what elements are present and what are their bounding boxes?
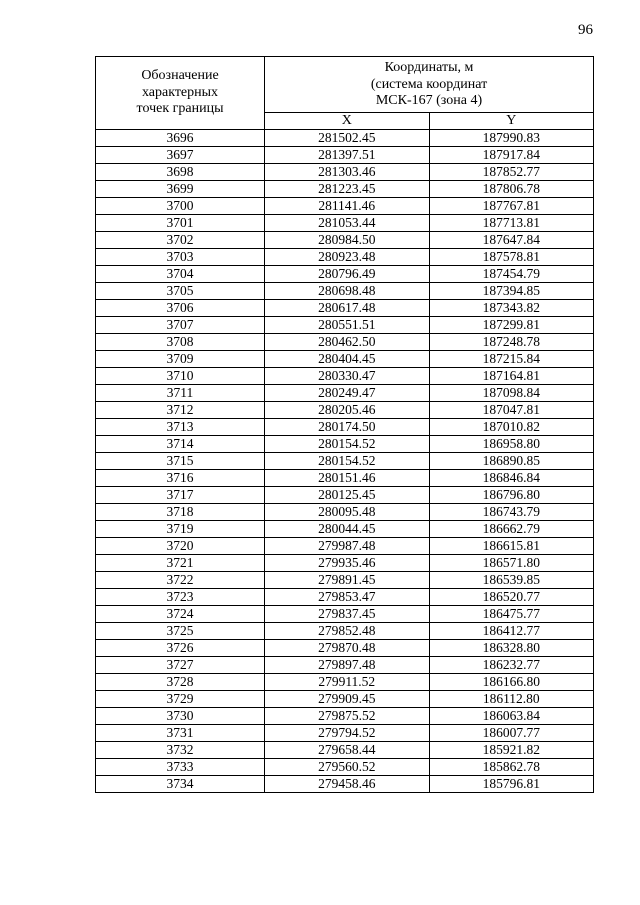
- table-row: [96, 317, 594, 334]
- coords-title-line-2: (система координат: [370, 76, 488, 92]
- y-coordinate-cell: 186662.79: [429, 521, 594, 538]
- table-row: [96, 436, 594, 453]
- x-coordinate-cell: 280462.50: [265, 334, 430, 351]
- point-cell: 3699: [96, 181, 265, 198]
- x-coordinate-cell: 280174.50: [265, 419, 430, 436]
- point-cell: 3708: [96, 334, 265, 351]
- point-cell: 3733: [96, 759, 265, 776]
- point-cell: 3714: [96, 436, 265, 453]
- table-row: [96, 419, 594, 436]
- y-coordinate-cell: 186796.80: [429, 487, 594, 504]
- y-axis-header: Y: [429, 113, 594, 130]
- table-row: [96, 725, 594, 742]
- point-label-line-2: характерных: [141, 84, 219, 100]
- table-row: [96, 147, 594, 164]
- y-coordinate-cell: 186328.80: [429, 640, 594, 657]
- y-coordinate-cell: 185796.81: [429, 776, 594, 793]
- y-coordinate-cell: 187454.79: [429, 266, 594, 283]
- y-coordinate-cell: 187394.85: [429, 283, 594, 300]
- table-row: [96, 572, 594, 589]
- x-axis-header: X: [265, 113, 430, 130]
- point-cell: 3718: [96, 504, 265, 521]
- point-cell: 3727: [96, 657, 265, 674]
- table-row: [96, 674, 594, 691]
- y-coordinate-cell: 186615.81: [429, 538, 594, 555]
- x-coordinate-cell: 281223.45: [265, 181, 430, 198]
- table-row: [96, 708, 594, 725]
- table-row: [96, 691, 594, 708]
- table-row: [96, 470, 594, 487]
- y-coordinate-cell: 187713.81: [429, 215, 594, 232]
- point-cell: 3730: [96, 708, 265, 725]
- point-cell: 3707: [96, 317, 265, 334]
- point-cell: 3701: [96, 215, 265, 232]
- y-coordinate-cell: 186520.77: [429, 589, 594, 606]
- y-coordinate-cell: 186007.77: [429, 725, 594, 742]
- point-cell: 3703: [96, 249, 265, 266]
- table-row: [96, 130, 594, 147]
- x-coordinate-cell: 279560.52: [265, 759, 430, 776]
- y-coordinate-cell: 186743.79: [429, 504, 594, 521]
- table-row: [96, 589, 594, 606]
- y-coordinate-cell: 186112.80: [429, 691, 594, 708]
- table-row: [96, 385, 594, 402]
- table-header: [96, 57, 594, 130]
- x-coordinate-cell: 280205.46: [265, 402, 430, 419]
- x-coordinate-cell: 280154.52: [265, 453, 430, 470]
- y-coordinate-cell: 187343.82: [429, 300, 594, 317]
- point-cell: 3702: [96, 232, 265, 249]
- point-cell: 3725: [96, 623, 265, 640]
- table-row: [96, 504, 594, 521]
- point-cell: 3715: [96, 453, 265, 470]
- table-row: [96, 453, 594, 470]
- x-coordinate-cell: 280617.48: [265, 300, 430, 317]
- table-row: [96, 640, 594, 657]
- y-coordinate-cell: 187010.82: [429, 419, 594, 436]
- page-number: 96: [578, 22, 593, 38]
- x-coordinate-cell: 280404.45: [265, 351, 430, 368]
- point-cell: 3706: [96, 300, 265, 317]
- y-coordinate-cell: 186958.80: [429, 436, 594, 453]
- point-cell: 3722: [96, 572, 265, 589]
- table-row: [96, 266, 594, 283]
- x-coordinate-cell: 279870.48: [265, 640, 430, 657]
- x-coordinate-cell: 280551.51: [265, 317, 430, 334]
- x-coordinate-cell: 280095.48: [265, 504, 430, 521]
- point-label-header: [96, 57, 265, 130]
- y-coordinate-cell: 186475.77: [429, 606, 594, 623]
- point-cell: 3710: [96, 368, 265, 385]
- x-coordinate-cell: 279853.47: [265, 589, 430, 606]
- x-coordinate-cell: 281141.46: [265, 198, 430, 215]
- point-cell: 3720: [96, 538, 265, 555]
- table-row: [96, 606, 594, 623]
- point-cell: 3719: [96, 521, 265, 538]
- x-coordinate-cell: 280796.49: [265, 266, 430, 283]
- x-coordinate-cell: 281303.46: [265, 164, 430, 181]
- x-coordinate-cell: 279897.48: [265, 657, 430, 674]
- x-coordinate-cell: 280151.46: [265, 470, 430, 487]
- x-coordinate-cell: 281053.44: [265, 215, 430, 232]
- table-row: [96, 487, 594, 504]
- point-cell: 3721: [96, 555, 265, 572]
- table-row: [96, 657, 594, 674]
- y-coordinate-cell: 187215.84: [429, 351, 594, 368]
- coords-title-line-1: Координаты, м: [384, 60, 474, 76]
- header-row-title: [96, 57, 594, 113]
- point-label-line-3: точек границы: [136, 101, 224, 117]
- y-coordinate-cell: 187990.83: [429, 130, 594, 147]
- y-coordinate-cell: 187248.78: [429, 334, 594, 351]
- y-coordinate-cell: 187767.81: [429, 198, 594, 215]
- point-cell: 3698: [96, 164, 265, 181]
- table-row: [96, 215, 594, 232]
- y-coordinate-cell: 185862.78: [429, 759, 594, 776]
- x-coordinate-cell: 280249.47: [265, 385, 430, 402]
- table-row: [96, 164, 594, 181]
- x-coordinate-cell: 280044.45: [265, 521, 430, 538]
- point-cell: 3732: [96, 742, 265, 759]
- coords-title-header: [265, 57, 594, 113]
- x-coordinate-cell: 279891.45: [265, 572, 430, 589]
- table-row: [96, 249, 594, 266]
- y-coordinate-cell: 187647.84: [429, 232, 594, 249]
- x-coordinate-cell: 279794.52: [265, 725, 430, 742]
- table-row: [96, 181, 594, 198]
- y-coordinate-cell: 186846.84: [429, 470, 594, 487]
- coords-title-line-3: МСК-167 (зона 4): [375, 93, 483, 109]
- x-coordinate-cell: 281502.45: [265, 130, 430, 147]
- point-cell: 3713: [96, 419, 265, 436]
- x-coordinate-cell: 279909.45: [265, 691, 430, 708]
- x-coordinate-cell: 279837.45: [265, 606, 430, 623]
- table-row: [96, 555, 594, 572]
- table-row: [96, 521, 594, 538]
- point-cell: 3717: [96, 487, 265, 504]
- y-coordinate-cell: 187164.81: [429, 368, 594, 385]
- point-cell: 3726: [96, 640, 265, 657]
- table-body: [96, 130, 594, 793]
- y-coordinate-cell: 187578.81: [429, 249, 594, 266]
- point-cell: 3724: [96, 606, 265, 623]
- x-coordinate-cell: 280984.50: [265, 232, 430, 249]
- y-coordinate-cell: 187806.78: [429, 181, 594, 198]
- point-cell: 3697: [96, 147, 265, 164]
- table-row: [96, 334, 594, 351]
- table-row: [96, 300, 594, 317]
- x-coordinate-cell: 281397.51: [265, 147, 430, 164]
- x-coordinate-cell: 279458.46: [265, 776, 430, 793]
- table-row: [96, 776, 594, 793]
- y-coordinate-cell: 186571.80: [429, 555, 594, 572]
- point-cell: 3711: [96, 385, 265, 402]
- point-cell: 3705: [96, 283, 265, 300]
- x-coordinate-cell: 279658.44: [265, 742, 430, 759]
- y-coordinate-cell: 186232.77: [429, 657, 594, 674]
- x-coordinate-cell: 279987.48: [265, 538, 430, 555]
- y-coordinate-cell: 187917.84: [429, 147, 594, 164]
- y-coordinate-cell: 187299.81: [429, 317, 594, 334]
- point-cell: 3709: [96, 351, 265, 368]
- point-cell: 3731: [96, 725, 265, 742]
- x-coordinate-cell: 279875.52: [265, 708, 430, 725]
- coordinates-table: [95, 56, 594, 793]
- y-coordinate-cell: 186539.85: [429, 572, 594, 589]
- point-cell: 3712: [96, 402, 265, 419]
- y-coordinate-cell: 186890.85: [429, 453, 594, 470]
- x-coordinate-cell: 279852.48: [265, 623, 430, 640]
- table-row: [96, 368, 594, 385]
- x-coordinate-cell: 280698.48: [265, 283, 430, 300]
- table-row: [96, 402, 594, 419]
- x-coordinate-cell: 280330.47: [265, 368, 430, 385]
- y-coordinate-cell: 186412.77: [429, 623, 594, 640]
- table-row: [96, 538, 594, 555]
- table-row: [96, 198, 594, 215]
- point-cell: 3723: [96, 589, 265, 606]
- point-cell: 3716: [96, 470, 265, 487]
- x-coordinate-cell: 280125.45: [265, 487, 430, 504]
- x-coordinate-cell: 280923.48: [265, 249, 430, 266]
- point-cell: 3700: [96, 198, 265, 215]
- table-row: [96, 623, 594, 640]
- y-coordinate-cell: 186166.80: [429, 674, 594, 691]
- y-coordinate-cell: 187098.84: [429, 385, 594, 402]
- y-coordinate-cell: 187852.77: [429, 164, 594, 181]
- table-row: [96, 742, 594, 759]
- x-coordinate-cell: 280154.52: [265, 436, 430, 453]
- point-label-line-1: Обозначение: [141, 68, 219, 84]
- point-cell: 3734: [96, 776, 265, 793]
- point-cell: 3704: [96, 266, 265, 283]
- table-row: [96, 759, 594, 776]
- table-row: [96, 351, 594, 368]
- x-coordinate-cell: 279911.52: [265, 674, 430, 691]
- table-row: [96, 232, 594, 249]
- y-coordinate-cell: 185921.82: [429, 742, 594, 759]
- table-row: [96, 283, 594, 300]
- point-cell: 3696: [96, 130, 265, 147]
- y-coordinate-cell: 187047.81: [429, 402, 594, 419]
- y-coordinate-cell: 186063.84: [429, 708, 594, 725]
- point-cell: 3728: [96, 674, 265, 691]
- point-cell: 3729: [96, 691, 265, 708]
- x-coordinate-cell: 279935.46: [265, 555, 430, 572]
